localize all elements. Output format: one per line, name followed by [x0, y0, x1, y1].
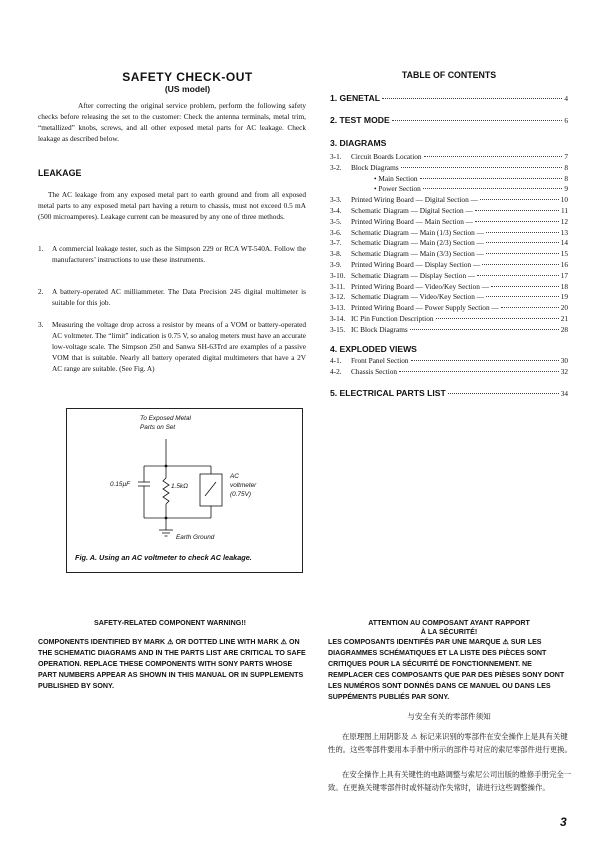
toc-leader-dots [399, 371, 559, 372]
toc-entry-number: 3-8. [330, 249, 342, 259]
figure-label-capacitor: 0.15µF [110, 481, 131, 488]
toc-page-number: 7 [564, 152, 568, 161]
toc-entry[interactable] [330, 282, 568, 291]
toc-entry[interactable] [330, 271, 568, 280]
toc-entry-title: Schematic Diagram — Main (3/3) Section — [351, 249, 484, 259]
toc-page-number: 19 [560, 292, 568, 302]
toc-page-number: 30 [560, 356, 568, 365]
toc-entry-number: 3-15. [330, 324, 346, 334]
toc-page-number: 20 [560, 303, 568, 313]
toc-leader-dots [392, 120, 563, 121]
toc-page-number: 10 [560, 195, 568, 205]
warning-fr-title-line2: À LA SÉCURITÉ! [420, 628, 478, 636]
method-item [38, 320, 306, 375]
toc-entry[interactable] [330, 195, 568, 204]
toc-title: TABLE OF CONTENTS [401, 70, 497, 80]
toc-leader-dots [401, 167, 563, 168]
toc-leader-dots [436, 318, 559, 319]
warning-en-title: SAFETY-RELATED COMPONENT WARNING!! [94, 619, 246, 627]
toc-entry[interactable] [330, 325, 568, 334]
method-text: A battery-operated AC milliammeter. The Data Precision 245 digital multimeter is suitable for this job. [52, 287, 306, 307]
toc-entry-number: 3-13. [330, 303, 346, 313]
toc-entry-number: 3-6. [330, 227, 342, 237]
warning-fr-body: LES COMPOSANTS IDENTIFÉS PAR UNE MARQUE ⚠ SUR LES DIAGRAMMES SCHÉMATIQUES ET LA LISTE DES PIÈCES SONT CRITIQUES POUR LA SÉCURITÉ DE FONCTIONNEMENT. NE REMPLACER CES COMPOSANTS QUE PAR DES PIÈSES SONY DONT LES NUMÉROS SONT DONNÉS DANS CE MANUEL OU DANS LES SUPPÉMENTS PUBLIÉS PAR SONY. [328, 638, 565, 701]
toc-entry-number: 3-1. [330, 152, 342, 161]
toc-page-number: 15 [560, 249, 568, 259]
warning-fr-title: ATTENTION AU COMPOSANT AYANT RAPPORT [368, 619, 530, 627]
toc-section-label: 5. ELECTRICAL PARTS LIST [330, 388, 446, 398]
toc-leader-dots [491, 286, 559, 287]
toc-page-number: 32 [560, 367, 568, 377]
toc-leader-dots [420, 178, 563, 179]
toc-entry-number: 3-3. [330, 195, 342, 205]
toc-leader-dots [411, 360, 559, 361]
toc-section-heading [330, 138, 568, 148]
figure-label-parts-on-set: Parts on Set [140, 424, 176, 431]
toc-entry-number: 3-4. [330, 206, 342, 215]
toc-entry-title: Printed Wiring Board — Power Supply Section — [351, 303, 499, 313]
toc-leader-dots [486, 232, 559, 233]
toc-entry-title: Schematic Diagram — Digital Section — [351, 206, 473, 215]
toc-entry[interactable] [330, 260, 568, 269]
warning-en-body: COMPONENTS IDENTIFIED BY MARK ⚠ OR DOTTED LINE WITH MARK ⚠ ON THE SCHEMATIC DIAGRAMS AND IN THE PARTS LIST ARE CRITICAL TO SAFE OPERATION. REPLACE THESE COMPONENTS WITH SONY PARTS WHOSE PART NUMBERS APPEAR AS SHOWN IN THIS MANUAL OR IN SUPPLEMENTS PUBLISHED BY SONY. [38, 638, 306, 690]
toc-page-number: 8 [564, 173, 568, 183]
figure-label-meter-voltmeter: voltmeter [230, 482, 257, 489]
toc-entry-title: Schematic Diagram — Video/Key Section — [351, 292, 484, 302]
method-number: 1. [38, 244, 44, 253]
toc-entry-title: Printed Wiring Board — Video/Key Section — [351, 281, 490, 291]
toc-leader-dots [477, 275, 558, 276]
toc-entry[interactable] [330, 356, 568, 365]
toc-page-number: 4 [564, 94, 568, 103]
toc-page-number: 17 [560, 270, 568, 280]
intro-paragraph: After correcting the original service problem, perform the following safety checks before releasing the set to the customer: Check the antenna terminals, metal trim, “metallized” knobs, screws, and all other exposed metal parts for AC leakage. Check leakage as described below. [38, 101, 306, 143]
toc-leader-dots [480, 199, 559, 200]
toc-entry-title: Printed Wiring Board — Main Section — [351, 216, 473, 226]
toc-entry-title: Chassis Section [351, 367, 398, 377]
warning-cn-body-2: 在安全操作上具有关键性的电路调整与索尼公司出版的维修手册完全一致。在更换关键零部件时或怀疑动作失常时，请进行这些调整操作。 [328, 770, 572, 792]
method-text: A commercial leakage tester, such as the Simpson 229 or RCA WT-540A. Follow the manufacturers’ instructions to use these instruments. [52, 244, 306, 264]
leakage-paragraph: The AC leakage from any exposed metal part to earth ground and from all exposed metal parts to any exposed metal part having a return to chassis, must not exceed 0.5 mA (500 microamperes). Leakage current can be measured by any one of three methods. [38, 190, 306, 221]
toc-leader-dots [382, 98, 562, 99]
safety-subtitle: (US model) [164, 84, 211, 94]
toc-page-number: 16 [560, 260, 568, 269]
toc-entry[interactable] [330, 367, 568, 376]
toc-section-label: 2. TEST MODE [330, 115, 390, 125]
toc-entry-title: • Main Section [374, 173, 418, 183]
toc-page-number: 18 [560, 281, 568, 291]
figure-label-exposed-metal: To Exposed Metal [140, 415, 191, 422]
toc-entry-number: 3-5. [330, 216, 342, 226]
toc-entry-title: • Power Section [374, 184, 421, 194]
toc-entry[interactable] [330, 314, 568, 323]
toc-page-number: 28 [560, 324, 568, 334]
toc-leader-dots [501, 307, 559, 308]
toc-entry-title: Block Diagrams [351, 162, 399, 172]
toc-page-number: 34 [560, 389, 568, 398]
toc-leader-dots [486, 296, 559, 297]
toc-section-label: 4. EXPLODED VIEWS [330, 344, 417, 354]
toc-page-number: 9 [564, 184, 568, 194]
toc-page-number: 14 [560, 238, 568, 248]
toc-page-number: 11 [560, 206, 568, 215]
method-item [38, 287, 306, 309]
toc-section-heading[interactable] [330, 115, 568, 125]
figure-caption: Fig. A. Using an AC voltmeter to check AC leakage. [75, 553, 252, 562]
toc-entry-number: 3-12. [330, 292, 346, 302]
toc-entry[interactable] [330, 228, 568, 237]
toc-entry[interactable] [330, 238, 568, 247]
toc-entry[interactable] [330, 292, 568, 301]
toc-entry[interactable] [330, 184, 568, 193]
toc-leader-dots [448, 393, 559, 394]
toc-entry-number: 4-2. [330, 367, 342, 377]
toc-entry-title: Front Panel Section [351, 356, 409, 365]
toc-entry-title: Schematic Diagram — Main (2/3) Section — [351, 238, 484, 248]
toc-entry[interactable] [330, 163, 568, 172]
toc-entry-number: 3-2. [330, 162, 342, 172]
method-item [38, 244, 306, 266]
method-number: 2. [38, 287, 44, 296]
ac-leakage-circuit-diagram [66, 408, 302, 553]
toc-entry-title: IC Pin Function Description [351, 314, 434, 323]
toc-leader-dots [423, 188, 563, 189]
toc-leader-dots [410, 329, 559, 330]
toc-leader-dots [424, 156, 563, 157]
toc-page-number: 6 [564, 116, 568, 125]
toc-entry-title: Schematic Diagram — Main (1/3) Section — [351, 227, 484, 237]
toc-entry-number: 3-10. [330, 270, 346, 280]
toc-entry-title: IC Block Diagrams [351, 324, 408, 334]
toc-leader-dots [486, 253, 559, 254]
toc-entry-number: 3-11. [330, 281, 345, 291]
toc-page-number: 8 [564, 162, 568, 172]
toc-entry[interactable] [330, 217, 568, 226]
toc-page-number: 13 [560, 227, 568, 237]
toc-entry-number: 3-9. [330, 260, 342, 269]
toc-section-label: 3. DIAGRAMS [330, 138, 387, 148]
page-number: 3 [560, 815, 567, 829]
figure-label-resistor: 1.5kΩ [171, 483, 188, 490]
figure-label-meter-voltage: (0.75V) [230, 491, 251, 498]
toc-entry-number: 3-14. [330, 314, 346, 323]
toc-page-number: 21 [560, 314, 568, 323]
toc-entry[interactable] [330, 249, 568, 258]
toc-entry[interactable] [330, 152, 568, 161]
toc-leader-dots [482, 264, 558, 265]
toc-entry-number: 4-1. [330, 356, 342, 365]
toc-section-heading[interactable] [330, 388, 568, 398]
toc-page-number: 12 [560, 216, 568, 226]
toc-leader-dots [475, 221, 559, 222]
method-number: 3. [38, 320, 44, 329]
toc-entry-title: Schematic Diagram — Display Section — [351, 270, 476, 280]
toc-section-label: 1. GENETAL [330, 93, 380, 103]
toc-entry[interactable] [330, 206, 568, 215]
warning-cn-body-1: 在原理图上用阴影及 ⚠ 标记来识别的零部件在安全操作上是具有关键性的。这些零部件要用本手册中所示的部件号对应的索尼零部件进行更换。 [328, 732, 572, 754]
figure-label-earth-ground: Earth Ground [176, 534, 215, 541]
toc-leader-dots [475, 210, 559, 211]
toc-entry-title: Printed Wiring Board — Digital Section — [351, 195, 478, 205]
figure-label-meter-ac: AC [230, 473, 239, 480]
leakage-heading: LEAKAGE [38, 168, 82, 178]
toc-section-heading[interactable] [330, 93, 568, 103]
toc-entry[interactable] [330, 174, 568, 183]
toc-entry[interactable] [330, 303, 568, 312]
safety-title: SAFETY CHECK-OUT [122, 70, 253, 84]
warning-cn-title: 与安全有关的零部件须知 [407, 712, 491, 721]
toc-entry-title: Circuit Boards Location [351, 152, 422, 161]
toc-section-heading [330, 344, 568, 354]
toc-leader-dots [486, 242, 559, 243]
toc-entry-number: 3-7. [330, 238, 342, 248]
toc-entry-title: Printed Wiring Board — Display Section — [351, 260, 481, 269]
method-text: Measuring the voltage drop across a resistor by means of a VOM or battery-operated AC voltmeter. The “limit” indication is 0.75 V, so analog meters must have an accurate low-voltage scale. The Simpson 250 and Sanwa SH-63Trd are examples of a passive VOM that is suitable. Nearly all battery operated digital multimeters that have a 2V AC range are suitable. (See Fig. A) [52, 320, 306, 373]
